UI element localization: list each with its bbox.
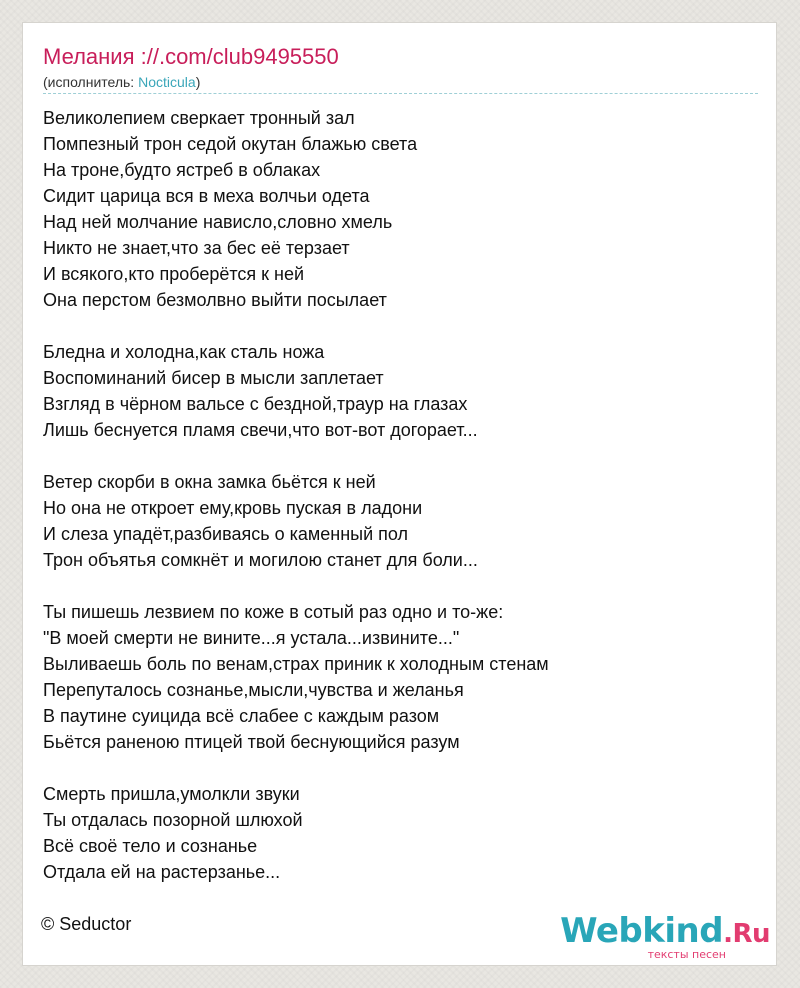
stanza bbox=[43, 339, 758, 443]
lyric-line: Всё своё тело и сознанье bbox=[43, 836, 258, 856]
lyric-line: Помпезный трон седой окутан блажью света bbox=[43, 134, 418, 154]
lyric-line: В паутине суицида всё слабее с каждым разом bbox=[43, 706, 440, 726]
lyric-line: И слеза упадёт,разбиваясь о каменный пол bbox=[43, 524, 408, 544]
logo-tld: .Ru bbox=[723, 919, 770, 949]
lyric-line: Воспоминаний бисер в мысли заплетает bbox=[43, 368, 384, 388]
artist-prefix: (исполнитель: bbox=[43, 74, 139, 90]
lyric-line: Ты пишешь лезвием по коже в сотый раз одно и то-же: bbox=[43, 602, 504, 622]
stanza bbox=[43, 105, 758, 313]
lyric-line: Лишь беснуется пламя свечи,что вот-вот догорает... bbox=[43, 420, 478, 440]
lyric-line: Перепуталось сознанье,мысли,чувства и желанья bbox=[43, 680, 464, 700]
lyric-line: Бьётся раненою птицей твой беснующийся разум bbox=[43, 732, 460, 752]
author-credit: © Seductor bbox=[41, 914, 132, 934]
stanza bbox=[43, 781, 758, 885]
song-title: Мелания ://.com/club9495550 bbox=[43, 44, 339, 69]
lyric-line: Выливаешь боль по венам,страх приник к холодным стенам bbox=[43, 654, 549, 674]
lyric-line: Ты отдалась позорной шлюхой bbox=[43, 810, 303, 830]
lyric-line: Отдала ей на растерзанье... bbox=[43, 862, 281, 882]
lyric-line: Взгляд в чёрном вальсе с бездной,траур на глазах bbox=[43, 394, 468, 414]
lyric-line: Никто не знает,что за бес её терзает bbox=[43, 238, 350, 258]
lyric-line: Но она не откроет ему,кровь пуская в ладони bbox=[43, 498, 423, 518]
logo-main-text: Webkind bbox=[560, 911, 724, 951]
lyrics-body bbox=[43, 105, 758, 911]
lyric-line: Она перстом безмолвно выйти посылает bbox=[43, 290, 387, 310]
artist-line bbox=[43, 73, 200, 91]
logo-tagline: тексты песен bbox=[647, 948, 726, 961]
logo-wordmark bbox=[560, 911, 770, 951]
lyric-line: На троне,будто ястреб в облаках bbox=[43, 160, 321, 180]
lyric-line: Ветер скорби в окна замка бьётся к ней bbox=[43, 472, 376, 492]
lyric-line: И всякого,кто проберётся к ней bbox=[43, 264, 305, 284]
lyric-line: Бледна и холодна,как сталь ножа bbox=[43, 342, 325, 362]
lyric-line: "В моей смерти не вините...я устала...извините..." bbox=[43, 628, 460, 648]
lyric-line: Сидит царица вся в меха волчьи одета bbox=[43, 186, 370, 206]
stanza bbox=[43, 469, 758, 573]
artist-suffix: ) bbox=[195, 74, 201, 90]
stanza bbox=[43, 599, 758, 755]
lyrics-card bbox=[22, 22, 777, 966]
lyric-line: Смерть пришла,умолкли звуки bbox=[43, 784, 300, 804]
lyric-line: Над ней молчание нависло,словно хмель bbox=[43, 212, 393, 232]
lyric-line: Трон объятья сомкнёт и могилою станет для боли... bbox=[43, 550, 478, 570]
lyric-line: Великолепием сверкает тронный зал bbox=[43, 108, 355, 128]
site-logo[interactable] bbox=[560, 911, 770, 961]
artist-link[interactable]: Nocticula bbox=[138, 74, 196, 90]
header-divider bbox=[43, 93, 758, 94]
